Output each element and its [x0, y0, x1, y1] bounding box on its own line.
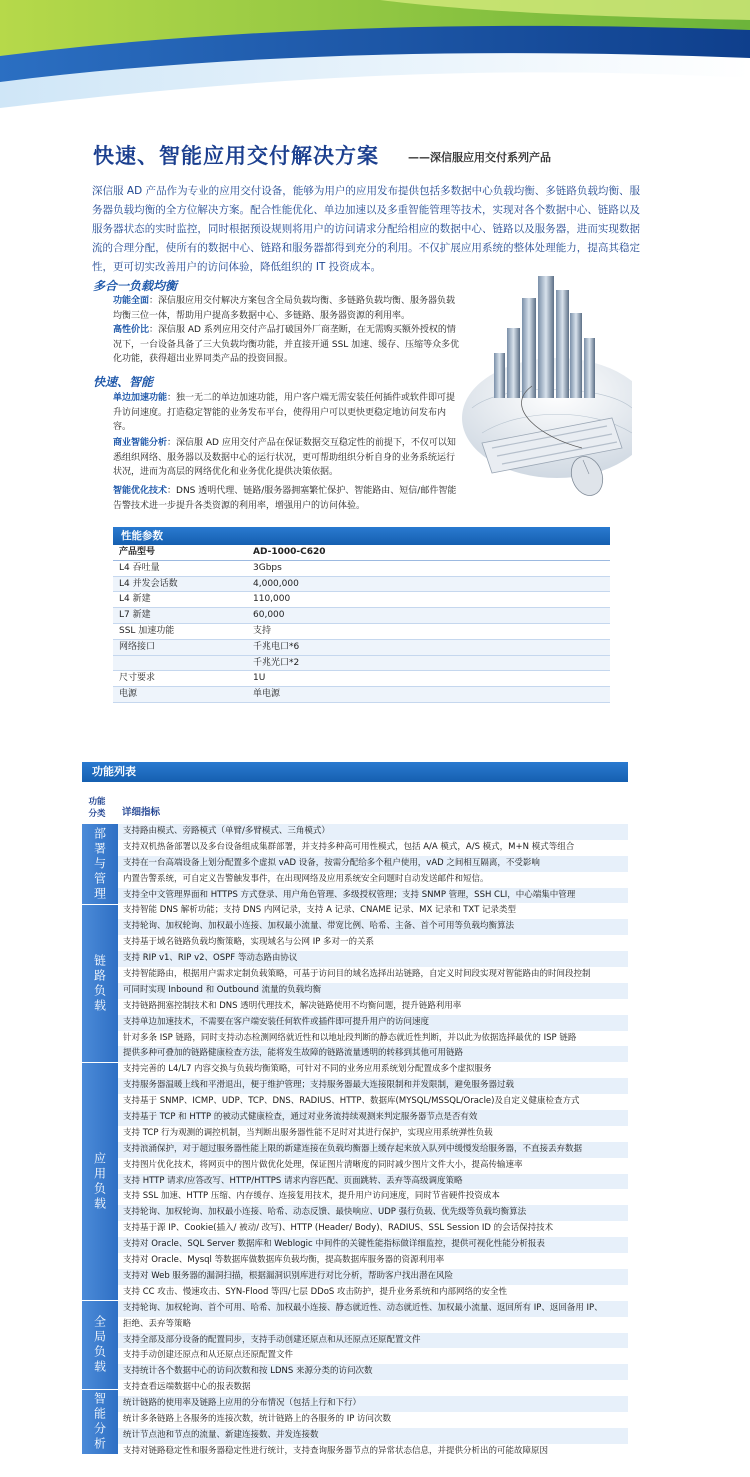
page-subtitle: ——深信服应用交付系列产品: [408, 151, 551, 164]
list-item: 支持路由模式、旁路模式（单臂/多臂模式、三角模式）: [118, 824, 628, 840]
list-item: 支持智能路由，根据用户需求定制负载策略，可基于访问目的域名选择出站链路，自定义时间段实现对智能路由的时间段控制: [123, 969, 591, 980]
param-name: L7 新建: [119, 610, 151, 621]
category-app-load: [82, 1063, 118, 1300]
param-value: 千兆电口*6: [253, 641, 300, 652]
param-value: 3Gbps: [253, 562, 282, 573]
column-header-category-line1: 功能: [88, 797, 106, 807]
category-label: 部署与管理: [92, 826, 107, 902]
feature-label: 单边加速功能: [113, 393, 168, 403]
list-item: 支持对 Web 服务器的漏洞扫描，根据漏洞识别库进行对比分析，帮助客户找出潜在风险: [118, 1269, 628, 1285]
city-keyboard-illustration: [462, 268, 632, 523]
column-header-detail: 详细指标: [122, 807, 161, 818]
feature-label: 高性价比: [113, 325, 150, 335]
list-item: 支持完善的 L4/L7 内容交换与负载均衡策略，可针对不同的业务应用系统划分配置成多个虚拟服务: [123, 1064, 492, 1075]
table-row: [113, 687, 610, 703]
category-label: 应用负载: [92, 1151, 107, 1212]
list-item: 支持对 Oracle、Mysql 等数据库做数据库负载均衡，提高数据库服务器的资源利用率: [123, 1255, 445, 1266]
feature-text: ：深信服 AD 应用交付产品在保证数据交互稳定性的前提下，不仅可以知悉组织网络、服务器以及数据中心的运行状况，更可帮助组织分析自身的业务系统运行状况，进而为高层的网络优化和业务优化提供决策依据。: [113, 438, 456, 478]
param-name: 尺寸要求: [119, 673, 156, 684]
section-heading-all-in-one: 多合一负载均衡: [93, 279, 178, 293]
list-item: 支持单边加速技术，不需要在客户端安装任何软件或插件即可提升用户的访问速度: [118, 1015, 628, 1031]
category-label: 链路负载: [92, 953, 107, 1014]
list-item: 支持浪涌保护，对于超过服务器性能上限的新建连接在负载均衡器上缓存起来放入队列中缓慢发给服务器，不直接丢弃数据: [118, 1142, 628, 1158]
list-item: 支持图片优化技术，将网页中的图片做优化处理，保证图片清晰度的同时减少图片文件大小，提高传输速率: [123, 1159, 523, 1170]
list-item: 统计节点池和节点的流量、新建连接数、并发连接数: [118, 1428, 628, 1444]
page-title: 快速、智能应用交付解决方案: [93, 144, 379, 168]
table-row: [113, 561, 610, 577]
model-label: 产品型号: [119, 547, 156, 557]
table-row: [113, 577, 610, 593]
list-item: 支持链路拥塞控制技术和 DNS 透明代理技术，解决链路使用不均衡问题，提升链路利用率: [123, 1000, 462, 1011]
param-value: 60,000: [253, 610, 285, 621]
banner-waves: [0, 0, 750, 112]
param-name: L4 并发会话数: [119, 578, 178, 589]
list-item: 支持 CC 攻击、慢速攻击、SYN-Flood 等四/七层 DDoS 攻击防护，提升业务系统和内部网络的安全性: [123, 1286, 507, 1297]
list-item: 支持轮询、加权轮询、加权最小连接、哈希、动态反馈、最快响应、UDP 强行负载、优先级等负载均衡算法: [118, 1205, 628, 1221]
table-row: [113, 608, 610, 624]
param-value: 单电源: [253, 689, 281, 700]
feature-text: ：深信服 AD 系列应用交付产品打破国外厂商垄断，在无需购买额外授权的情况下，一台设备具备了三大负载均衡功能，并直接开通 SSL 加速、缓存、压缩等众多优化功能，获得超出业界同类产品的投资回报。: [113, 325, 460, 365]
header-banner: [0, 0, 750, 112]
list-item: 支持轮询、加权轮询、加权最小连接、加权最小流量、带宽比例、哈希、主备、首个可用等负载均衡算法: [118, 919, 628, 935]
table-row: [113, 656, 610, 672]
param-name: SSL 加速功能: [119, 625, 175, 636]
list-item: 支持统计各个数据中心的访问次数和按 LDNS 来源分类的访问次数: [118, 1364, 628, 1380]
list-item: 支持基于域名链路负载均衡策略，实现域名与公网 IP 多对一的关系: [123, 937, 375, 948]
list-item: 支持智能 DNS 解析功能；支持 DNS 内网记录，支持 A 记录、CNAME 记录、MX 记录和 TXT 记录类型: [123, 905, 516, 916]
param-value: 110,000: [253, 594, 291, 605]
list-item: 支持基于源 IP、Cookie(插入/ 被动/ 改写)、HTTP (Header/ Body)、RADIUS、SSL Session ID 的会话保持技术: [123, 1223, 554, 1234]
feature-cost-effective: [113, 323, 461, 367]
table-row: [113, 592, 610, 608]
table-row: [113, 640, 610, 656]
section-heading-fast-smart: 快速、智能: [93, 375, 154, 389]
category-label: 全局负载: [92, 1315, 107, 1375]
feature-label: 智能优化技术: [113, 486, 168, 496]
param-value: 4,000,000: [253, 578, 299, 589]
feature-text: ：深信服应用交付解决方案包含全局负载均衡、多链路负载均衡、服务器负载均衡三位一体，帮助用户提高多数据中心、多链路、服务器资源的利用率。: [113, 296, 456, 321]
list-item: 支持在一台高端设备上划分配置多个虚拟 vAD 设备，按需分配给多个租户使用，vAD 之间相互隔离，不受影响: [118, 856, 628, 872]
table-header-row: [113, 545, 610, 561]
model-value: AD-1000-C620: [253, 547, 326, 557]
intro-paragraph: 深信服 AD 产品作为专业的应用交付设备，能够为用户的应用发布提供包括多数据中心负载均衡、多链路负载均衡、服务器负载均衡的全方位解决方案。配合性能优化、单边加速以及多重智能管理等技术，实现对各个数据中心、链路以及服务器状态的实时监控，同时根据预设规则将用户的访问请求分配给相应的数据中心、链路以及服务器，进而实现数据流的合理分配，使所有的数据中心、链路和服务器都得到充分的利用。不仅扩展应用系统的整体处理能力，提高其稳定性，更可切实改善用户的访问体验，降低组织的 IT 投资成本。: [92, 185, 640, 273]
param-name: [113, 656, 253, 671]
param-value: 支持: [253, 625, 272, 636]
param-value: 千兆光口*2: [253, 657, 300, 668]
list-item: 支持双机热备部署以及多台设备组成集群部署，并支持多种高可用性模式，包括 A/A 模式，A/S 模式，M+N 模式等组合: [123, 841, 575, 852]
list-item: 支持服务器温暖上线和平滑退出，便于维护管理；支持服务器最大连接限制和并发限制，避免服务器过载: [118, 1078, 628, 1094]
list-item: 支持轮询、加权轮询、首个可用、哈希、加权最小连接、静态就近性、动态就近性、加权最小流量、返回所有 IP、返回备用 IP、: [118, 1301, 628, 1317]
list-item: 可同时实现 Inbound 和 Outbound 流量的负载均衡: [118, 983, 628, 999]
list-item: 拒绝、丢弃等策略: [123, 1318, 192, 1329]
category-global-load: [82, 1301, 118, 1389]
category-deploy-manage: [82, 824, 118, 904]
list-item: 内置告警系统，可自定义告警触发事件，在出现网络及应用系统安全问题时自动发送邮件和短信。: [123, 873, 489, 884]
list-item: 统计多条链路上各服务的连接次数，统计链路上的各服务的 IP 访问次数: [123, 1413, 392, 1424]
list-item: 支持 HTTP 请求/应答改写、HTTP/HTTPS 请求内容匹配、页面跳转、丢弃等高级调度策略: [118, 1174, 628, 1190]
feature-text: ：DNS 透明代理、链路/服务器拥塞繁忙保护、智能路由、短信/邮件智能告警技术进一步提升各类资源的利用率，增强用户的访问体验。: [113, 486, 457, 511]
category-label: 智能分析: [92, 1392, 107, 1452]
list-item: 统计链路的使用率及链路上应用的分布情况（包括上行和下行）: [118, 1396, 628, 1412]
list-item: 支持对链路稳定性和服务器稳定性进行统计，支持查询服务器节点的异常状态信息，并提供分析出的可能故障原因: [123, 1445, 549, 1456]
category-smart-analysis: [82, 1390, 118, 1454]
list-item: 支持 SSL 加速、HTTP 压缩、内存缓存、连接复用技术，提升用户访问速度，同时节省硬件投资成本: [123, 1191, 500, 1202]
list-item: 支持基于 SNMP、ICMP、UDP、TCP、DNS、RADIUS、HTTP、数据库(MYSQL/MSSQL/Oracle)及自定义健康检查方式: [123, 1096, 580, 1107]
category-link-load: [82, 905, 118, 1062]
list-item: 针对多条 ISP 链路，同时支持动态检测网络就近性和以地址段判断的静态就近性判断，并以此为依据选择最优的 ISP 链路: [123, 1032, 577, 1043]
list-item: 支持全中文管理界面和 HTTPS 方式登录、用户角色管理、多级授权管理；支持 SNMP 管理，SSH CLI，中心端集中管理: [118, 888, 628, 904]
list-item: 支持 TCP 行为观测的调控机制，当判断出服务器性能不足时对其进行保护，实现应用系统弹性负载: [123, 1127, 493, 1138]
feature-single-acceleration: [113, 391, 461, 435]
function-list-heading: 功能列表: [82, 762, 628, 782]
column-header-category-line2: 分类: [88, 809, 106, 819]
param-value: 1U: [253, 673, 266, 684]
feature-label: 功能全面: [113, 296, 150, 306]
param-name: L4 新建: [119, 594, 151, 605]
performance-heading: 性能参数: [113, 527, 610, 545]
list-item: 支持基于 TCP 和 HTTP 的被动式健康检查，通过对业务流持续观测来判定服务器节点是否有效: [118, 1110, 628, 1126]
param-name: 电源: [119, 689, 138, 700]
list-item: 支持全部及部分设备的配置同步，支持手动创建还原点和从还原点还原配置文件: [118, 1333, 628, 1349]
param-name: L4 吞吐量: [119, 562, 160, 573]
param-name: 网络接口: [119, 641, 156, 652]
list-item: 提供多种可叠加的链路健康检查方法，能将发生故障的链路流量透明的转移到其他可用链路: [118, 1046, 628, 1062]
table-row: [113, 624, 610, 640]
list-item: 支持查看远端数据中心的报表数据: [123, 1382, 251, 1393]
column-header-category: [82, 796, 112, 820]
feature-comprehensive: [113, 294, 461, 323]
list-item: 支持 RIP v1、RIP v2、OSPF 等动态路由协议: [118, 951, 628, 967]
function-detail-list: [118, 824, 628, 1460]
feature-smart-optimization: [113, 484, 461, 513]
list-item: 支持对 Oracle、SQL Server 数据库和 Weblogic 中间件的关键性能指标做详细监控，提供可视化性能分析报表: [118, 1237, 628, 1253]
table-row: [113, 671, 610, 687]
feature-text: ：独一无二的单边加速功能，用户客户端无需安装任何插件或软件即可提升访问速度。打造稳定智能的业务发布平台，使得用户可以更快更稳定地访问发布内容。: [113, 393, 456, 433]
performance-table: [113, 527, 610, 703]
feature-business-intelligence: [113, 436, 461, 480]
feature-label: 商业智能分析: [113, 438, 168, 448]
list-item: 支持手动创建还原点和从还原点还原配置文件: [123, 1350, 294, 1361]
